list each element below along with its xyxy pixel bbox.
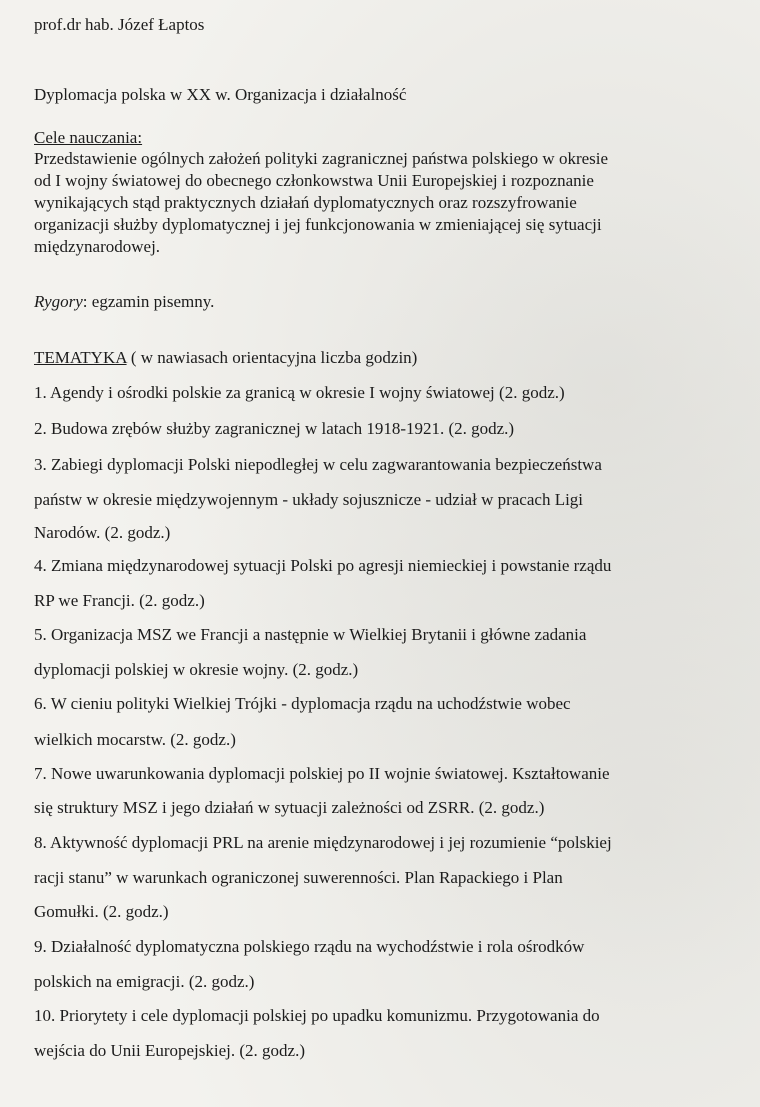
- topic-line: 2. Budowa zrębów służby zagranicznej w latach 1918-1921. (2. godz.): [34, 419, 515, 438]
- objectives-heading: Cele nauczania:: [34, 128, 143, 147]
- topic-line: 6. W cieniu polityki Wielkiej Trójki - dyplomacja rządu na uchodźstwie wobec: [34, 694, 571, 713]
- topics-heading-word: TEMATYKA: [34, 348, 127, 367]
- rigors-label: Rygory: [34, 292, 83, 311]
- topic-line: 9. Działalność dyplomatyczna polskiego rządu na wychodźstwie i rola ośrodków: [34, 937, 585, 956]
- topics-heading: [34, 347, 417, 369]
- rigors-text: : egzamin pisemny.: [82, 292, 215, 311]
- topic-line: 3. Zabiegi dyplomacji Polski niepodległej w celu zagwarantowania bezpieczeństwa: [34, 455, 602, 474]
- objectives-line: wynikających stąd praktycznych działań dyplomatycznych oraz rozszyfrowanie: [34, 193, 577, 212]
- author-name: prof.dr hab. Józef Łaptos: [34, 15, 205, 34]
- topic-line: RP we Francji. (2. godz.): [34, 591, 205, 610]
- objectives-line: Przedstawienie ogólnych założeń polityki zagranicznej państwa polskiego w okresie: [34, 149, 609, 168]
- topic-line: państw w okresie międzywojennym - układy sojusznicze - udział w pracach Ligi: [34, 490, 584, 509]
- objectives-line: od I wojny światowej do obecnego członkowstwa Unii Europejskiej i rozpoznanie: [34, 171, 594, 190]
- topic-line: wielkich mocarstw. (2. godz.): [34, 730, 236, 749]
- topic-line: racji stanu” w warunkach ograniczonej suwerenności. Plan Rapackiego i Plan: [34, 868, 563, 887]
- topic-line: się struktury MSZ i jego działań w sytuacji zależności od ZSRR. (2. godz.): [34, 798, 545, 817]
- topic-line: 1. Agendy i ośrodki polskie za granicą w okresie I wojny światowej (2. godz.): [34, 383, 565, 402]
- topic-line: dyplomacji polskiej w okresie wojny. (2. godz.): [34, 660, 359, 679]
- rigors-line: [34, 291, 214, 313]
- topic-line: wejścia do Unii Europejskiej. (2. godz.): [34, 1041, 305, 1060]
- topic-line: Gomułki. (2. godz.): [34, 902, 169, 921]
- topics-heading-note: ( w nawiasach orientacyjna liczba godzin): [126, 348, 418, 367]
- topic-line: 10. Priorytety i cele dyplomacji polskiej po upadku komunizmu. Przygotowania do: [34, 1006, 600, 1025]
- topic-line: 8. Aktywność dyplomacji PRL na arenie międzynarodowej i jej rozumienie “polskiej: [34, 833, 612, 852]
- course-title: Dyplomacja polska w XX w. Organizacja i działalność: [34, 85, 407, 104]
- topic-line: Narodów. (2. godz.): [34, 523, 171, 542]
- topic-line: 7. Nowe uwarunkowania dyplomacji polskiej po II wojnie światowej. Kształtowanie: [34, 764, 610, 783]
- objectives-line: organizacji służby dyplomatycznej i jej funkcjonowania w zmieniającej się sytuacji: [34, 215, 602, 234]
- objectives-line: międzynarodowej.: [34, 237, 161, 256]
- topic-line: polskich na emigracji. (2. godz.): [34, 972, 255, 991]
- topic-line: 5. Organizacja MSZ we Francji a następnie w Wielkiej Brytanii i główne zadania: [34, 625, 587, 644]
- topic-line: 4. Zmiana międzynarodowej sytuacji Polski po agresji niemieckiej i powstanie rządu: [34, 556, 612, 575]
